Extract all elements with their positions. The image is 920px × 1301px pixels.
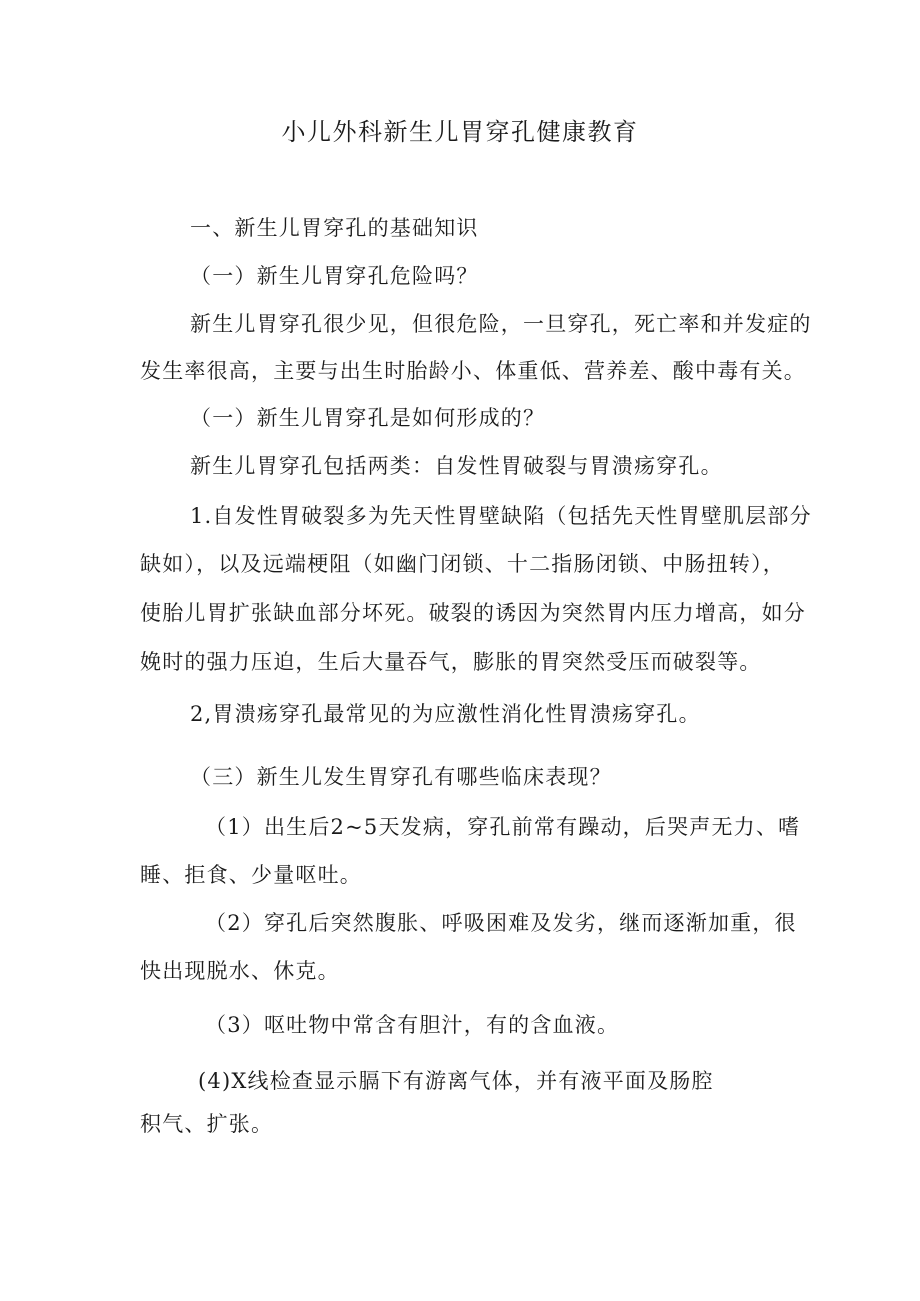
paragraph-line: 2,胃溃疡穿孔最常见的为应激性消化性胃溃疡穿孔。: [190, 702, 701, 726]
list-item-line: (4)X线检查显示膈下有游离气体，并有液平面及肠腔: [198, 1069, 714, 1093]
paragraph-line: 新生儿胃穿孔很少见，但很危险，一旦穿孔，死亡率和并发症的: [190, 312, 812, 336]
paragraph-line: 娩时的强力压迫，生后大量吞气，膨胀的胃突然受压而破裂等。: [140, 650, 762, 674]
subsection-heading: （三）新生儿发生胃穿孔有哪些临床表现？: [190, 765, 612, 789]
document-title: 小儿外科新生儿胃穿孔健康教育: [281, 118, 639, 146]
subsection-heading: （一）新生儿胃穿孔危险吗？: [190, 264, 479, 288]
list-item-line: （3）呕吐物中常含有胆汁，有的含血液。: [205, 1013, 620, 1037]
section-heading: 一、新生儿胃穿孔的基础知识: [190, 216, 479, 240]
list-item-line: 积气、扩张。: [140, 1112, 274, 1136]
subsection-heading: （一）新生儿胃穿孔是如何形成的？: [190, 406, 546, 430]
paragraph-line: 使胎儿胃扩张缺血部分坏死。破裂的诱因为突然胃内压力增高，如分: [140, 601, 806, 625]
paragraph-line: 发生率很高，主要与出生时胎龄小、体重低、营养差、酸中毒有关。: [140, 359, 806, 383]
list-item-line: （2）穿孔后突然腹胀、呼吸困难及发劣，继而逐渐加重，很: [205, 911, 797, 935]
list-item-line: 睡、拒食、少量呕吐。: [140, 863, 362, 887]
list-item-line: 快出现脱水、休克。: [140, 959, 340, 983]
paragraph-line: 缺如），以及远端梗阻（如幽门闭锁、十二指肠闭锁、中肠扭转），: [140, 552, 785, 576]
list-item-line: （1）出生后2~5天发病，穿孔前常有躁动，后哭声无力、嗜: [205, 815, 801, 839]
paragraph-line: 新生儿胃穿孔包括两类：自发性胃破裂与胃溃疡穿孔。: [190, 454, 723, 478]
paragraph-line: 1.自发性胃破裂多为先天性胃壁缺陷（包括先天性胃壁肌层部分: [190, 504, 812, 528]
